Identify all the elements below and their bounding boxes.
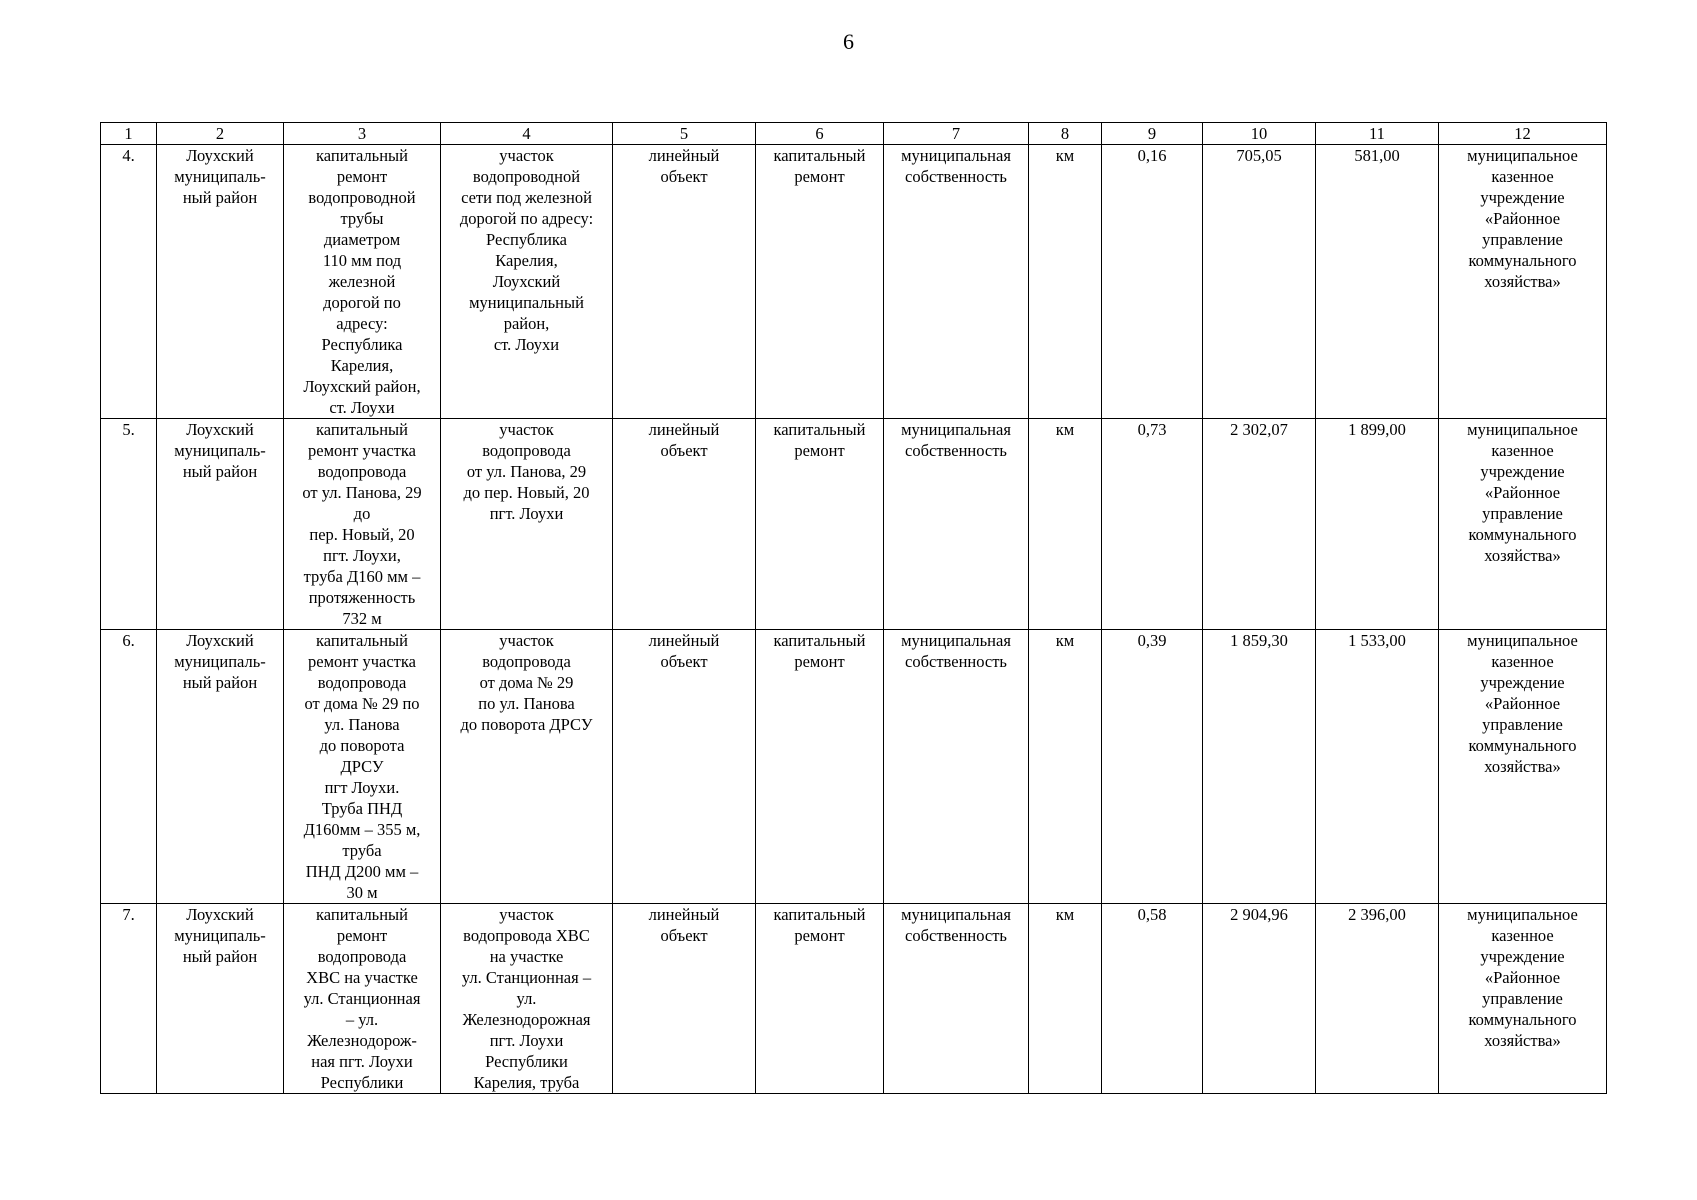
cost-total-text: 705,05	[1236, 146, 1282, 165]
unit-cell	[1029, 630, 1102, 904]
cost-part-cell	[1316, 419, 1439, 630]
executor-cell	[1439, 419, 1607, 630]
cost-part-text: 2 396,00	[1348, 905, 1406, 924]
object-type-cell	[613, 904, 756, 1094]
address-text: участок водопровода от ул. Панова, 29 до пер. Новый, 20 пгт. Лоухи	[463, 420, 590, 523]
works-table	[100, 122, 1607, 1094]
quantity-cell	[1102, 145, 1203, 419]
work-text: капитальный ремонт участка водопровода от дома № 29 по ул. Панова до поворота ДРСУ пгт Лоухи. Труба ПНД Д160мм – 355 м, труба ПНД Д200 мм – 30 м	[303, 631, 421, 902]
table-row	[101, 630, 1607, 904]
work-cell	[284, 145, 441, 419]
district-cell	[157, 904, 284, 1094]
address-cell	[441, 904, 613, 1094]
row-number: 7.	[122, 905, 135, 924]
row-number: 6.	[122, 631, 135, 650]
district-text: Лоухский муниципаль- ный район	[174, 631, 266, 692]
work-cell	[284, 419, 441, 630]
unit-cell	[1029, 904, 1102, 1094]
object-type-cell	[613, 630, 756, 904]
address-text: участок водопроводной сети под железной дорогой по адресу: Республика Карелия, Лоухский муниципальный район, ст. Лоухи	[459, 146, 594, 354]
column-number: 8	[1029, 123, 1102, 145]
work-type-text: капитальный ремонт	[773, 146, 866, 186]
table-row	[101, 145, 1607, 419]
table-row	[101, 904, 1607, 1094]
cost-total-cell	[1203, 630, 1316, 904]
executor-text: муниципальное казенное учреждение «Районное управление коммунального хозяйства»	[1467, 905, 1578, 1050]
district-text: Лоухский муниципаль- ный район	[174, 420, 266, 481]
work-type-text: капитальный ремонт	[773, 420, 866, 460]
address-cell	[441, 419, 613, 630]
ownership-cell	[884, 630, 1029, 904]
work-text: капитальный ремонт водопровода ХВС на участке ул. Станционная – ул. Железнодорож- ная пгт. Лоухи Республики	[303, 905, 421, 1092]
work-type-cell	[756, 419, 884, 630]
unit-text: км	[1055, 631, 1075, 650]
executor-cell	[1439, 630, 1607, 904]
ownership-text: муниципальная собственность	[901, 420, 1011, 460]
district-text: Лоухский муниципаль- ный район	[174, 146, 266, 207]
column-number: 2	[157, 123, 284, 145]
row-number-cell	[101, 145, 157, 419]
unit-text: км	[1055, 420, 1075, 439]
cost-part-cell	[1316, 904, 1439, 1094]
cost-part-text: 581,00	[1354, 146, 1400, 165]
column-number: 9	[1102, 123, 1203, 145]
address-cell	[441, 145, 613, 419]
row-number-cell	[101, 419, 157, 630]
ownership-text: муниципальная собственность	[901, 631, 1011, 671]
work-cell	[284, 904, 441, 1094]
row-number-cell	[101, 630, 157, 904]
cost-part-text: 1 899,00	[1348, 420, 1406, 439]
ownership-text: муниципальная собственность	[901, 146, 1011, 186]
quantity-cell	[1102, 904, 1203, 1094]
ownership-cell	[884, 904, 1029, 1094]
column-number-row	[101, 123, 1607, 145]
unit-text: км	[1055, 146, 1075, 165]
object-type-cell	[613, 145, 756, 419]
work-type-cell	[756, 630, 884, 904]
address-text: участок водопровода ХВС на участке ул. Станционная – ул. Железнодорожная пгт. Лоухи Республики Карелия, труба	[461, 905, 592, 1092]
column-number: 7	[884, 123, 1029, 145]
column-number: 6	[756, 123, 884, 145]
work-cell	[284, 630, 441, 904]
quantity-text: 0,39	[1137, 631, 1167, 650]
work-text: капитальный ремонт водопроводной трубы диаметром 110 мм под железной дорогой по адресу: Республика Карелия, Лоухский район, ст. Лоухи	[303, 146, 421, 417]
cost-part-text: 1 533,00	[1348, 631, 1406, 650]
cost-total-cell	[1203, 904, 1316, 1094]
column-number: 1	[101, 123, 157, 145]
district-text: Лоухский муниципаль- ный район	[174, 905, 266, 966]
district-cell	[157, 145, 284, 419]
column-number: 5	[613, 123, 756, 145]
work-text: капитальный ремонт участка водопровода от ул. Панова, 29 до пер. Новый, 20 пгт. Лоухи, труба Д160 мм – протяженность 732 м	[302, 420, 422, 628]
quantity-text: 0,58	[1137, 905, 1167, 924]
address-text: участок водопровода от дома № 29 по ул. Панова до поворота ДРСУ	[460, 631, 593, 734]
cost-part-cell	[1316, 630, 1439, 904]
quantity-text: 0,16	[1137, 146, 1167, 165]
page-number: 6	[843, 29, 854, 54]
object-type-text: линейный объект	[648, 420, 720, 460]
column-number: 3	[284, 123, 441, 145]
column-number: 10	[1203, 123, 1316, 145]
work-type-text: капитальный ремонт	[773, 905, 866, 945]
executor-text: муниципальное казенное учреждение «Районное управление коммунального хозяйства»	[1467, 420, 1578, 565]
work-type-text: капитальный ремонт	[773, 631, 866, 671]
district-cell	[157, 630, 284, 904]
column-number: 12	[1439, 123, 1607, 145]
ownership-cell	[884, 419, 1029, 630]
unit-cell	[1029, 419, 1102, 630]
ownership-text: муниципальная собственность	[901, 905, 1011, 945]
unit-cell	[1029, 145, 1102, 419]
column-number: 4	[441, 123, 613, 145]
executor-cell	[1439, 145, 1607, 419]
executor-text: муниципальное казенное учреждение «Районное управление коммунального хозяйства»	[1467, 146, 1578, 291]
row-number: 5.	[122, 420, 135, 439]
work-type-cell	[756, 145, 884, 419]
quantity-cell	[1102, 630, 1203, 904]
district-cell	[157, 419, 284, 630]
address-cell	[441, 630, 613, 904]
row-number: 4.	[122, 146, 135, 165]
object-type-cell	[613, 419, 756, 630]
executor-text: муниципальное казенное учреждение «Районное управление коммунального хозяйства»	[1467, 631, 1578, 776]
ownership-cell	[884, 145, 1029, 419]
cost-total-text: 1 859,30	[1230, 631, 1288, 650]
column-number: 11	[1316, 123, 1439, 145]
executor-cell	[1439, 904, 1607, 1094]
object-type-text: линейный объект	[648, 146, 720, 186]
cost-total-text: 2 302,07	[1230, 420, 1288, 439]
unit-text: км	[1055, 905, 1075, 924]
quantity-cell	[1102, 419, 1203, 630]
object-type-text: линейный объект	[648, 631, 720, 671]
object-type-text: линейный объект	[648, 905, 720, 945]
quantity-text: 0,73	[1137, 420, 1167, 439]
cost-total-cell	[1203, 419, 1316, 630]
cost-part-cell	[1316, 145, 1439, 419]
row-number-cell	[101, 904, 157, 1094]
cost-total-text: 2 904,96	[1230, 905, 1288, 924]
table-row	[101, 419, 1607, 630]
cost-total-cell	[1203, 145, 1316, 419]
work-type-cell	[756, 904, 884, 1094]
